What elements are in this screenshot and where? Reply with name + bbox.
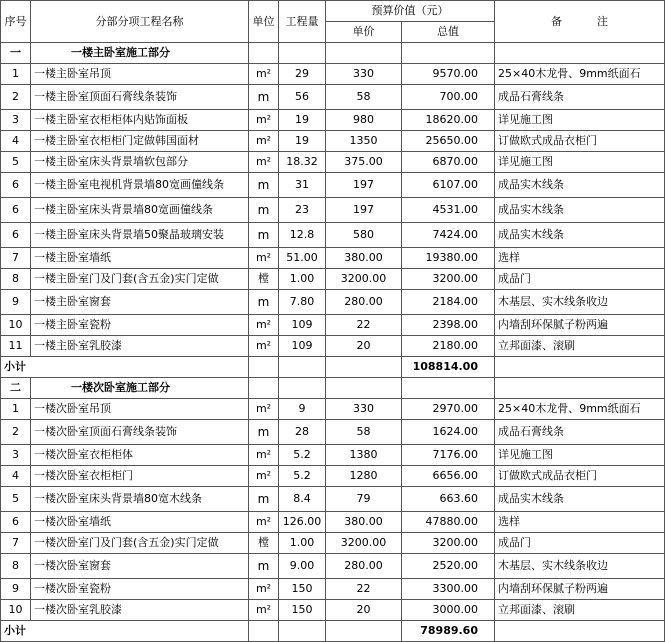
table-row — [1, 487, 665, 512]
item-unit: m² — [249, 336, 279, 357]
item-remark: 成品实木线条 — [495, 487, 665, 512]
item-qty: 5.2 — [279, 445, 326, 466]
row-number: 8 — [1, 554, 31, 579]
item-total: 6870.00 — [402, 152, 495, 173]
item-name: 一楼次卧室衣柜柜体 — [31, 445, 249, 466]
item-total: 7176.00 — [402, 445, 495, 466]
empty-cell — [326, 378, 402, 399]
item-total: 3200.00 — [402, 269, 495, 290]
subtotal-row — [1, 357, 665, 378]
item-unit-price: 580 — [326, 223, 402, 248]
item-unit: m — [249, 173, 279, 198]
row-number: 10 — [1, 315, 31, 336]
table-row — [1, 173, 665, 198]
row-number: 6 — [1, 173, 31, 198]
empty-cell — [249, 621, 279, 642]
header-seq: 序号 — [1, 1, 31, 43]
item-remark: 订做欧式成品衣柜门 — [495, 466, 665, 487]
table-row — [1, 131, 665, 152]
item-qty: 12.8 — [279, 223, 326, 248]
item-unit: m² — [249, 579, 279, 600]
item-name: 一楼主卧室电视机背景墙80宽画僮线条 — [31, 173, 249, 198]
row-number: 3 — [1, 110, 31, 131]
item-unit: m — [249, 554, 279, 579]
table-row — [1, 445, 665, 466]
item-unit-price: 280.00 — [326, 290, 402, 315]
item-name: 一楼主卧室窗套 — [31, 290, 249, 315]
item-remark: 木基层、实木线条收边 — [495, 290, 665, 315]
item-name: 一楼主卧室门及门套(含五金)实门定做 — [31, 269, 249, 290]
table-row — [1, 512, 665, 533]
item-remark: 木基层、实木线条收边 — [495, 554, 665, 579]
item-remark: 选样 — [495, 512, 665, 533]
table-row — [1, 315, 665, 336]
item-unit: m² — [249, 110, 279, 131]
item-unit: m² — [249, 600, 279, 621]
item-remark: 成品门 — [495, 533, 665, 554]
empty-cell — [249, 378, 279, 399]
item-total: 4531.00 — [402, 198, 495, 223]
row-number: 6 — [1, 512, 31, 533]
item-name: 一楼主卧室墙纸 — [31, 248, 249, 269]
item-total: 2184.00 — [402, 290, 495, 315]
item-remark: 内墙刮环保腻子粉两遍 — [495, 315, 665, 336]
item-total: 19380.00 — [402, 248, 495, 269]
empty-cell — [326, 621, 402, 642]
item-name: 一楼次卧室窗套 — [31, 554, 249, 579]
item-unit: m — [249, 198, 279, 223]
item-total: 663.60 — [402, 487, 495, 512]
item-qty: 150 — [279, 600, 326, 621]
row-number: 11 — [1, 336, 31, 357]
item-name: 一楼次卧室衣柜柜门 — [31, 466, 249, 487]
item-unit-price: 197 — [326, 173, 402, 198]
item-unit: m² — [249, 445, 279, 466]
item-qty: 19 — [279, 131, 326, 152]
item-qty: 9.00 — [279, 554, 326, 579]
item-qty: 28 — [279, 420, 326, 445]
empty-cell — [279, 378, 326, 399]
table-row — [1, 248, 665, 269]
subtotal-value: 108814.00 — [402, 357, 495, 378]
item-remark: 成品实木线条 — [495, 173, 665, 198]
item-remark: 立邦面漆、滚刷 — [495, 336, 665, 357]
item-name: 一楼主卧室衣柜柜门定做韩国面材 — [31, 131, 249, 152]
empty-cell — [279, 621, 326, 642]
empty-cell — [402, 378, 495, 399]
row-number: 2 — [1, 420, 31, 445]
item-name: 一楼主卧室床头背景墙50聚晶玻璃安装 — [31, 223, 249, 248]
item-name: 一楼次卧室顶面石膏线条装饰 — [31, 420, 249, 445]
item-qty: 1.00 — [279, 269, 326, 290]
item-remark: 成品石膏线条 — [495, 420, 665, 445]
section-number: 二 — [1, 378, 31, 399]
empty-cell — [402, 43, 495, 64]
item-total: 2180.00 — [402, 336, 495, 357]
empty-cell — [279, 357, 326, 378]
item-qty: 9 — [279, 399, 326, 420]
item-name: 一楼主卧室瓷粉 — [31, 315, 249, 336]
item-unit-price: 375.00 — [326, 152, 402, 173]
empty-cell — [495, 621, 665, 642]
item-name: 一楼次卧室乳胶漆 — [31, 600, 249, 621]
row-number: 7 — [1, 533, 31, 554]
row-number: 1 — [1, 399, 31, 420]
row-number: 3 — [1, 445, 31, 466]
item-unit-price: 1380 — [326, 445, 402, 466]
empty-cell — [249, 43, 279, 64]
item-unit: m — [249, 223, 279, 248]
item-total: 7424.00 — [402, 223, 495, 248]
item-unit-price: 58 — [326, 85, 402, 110]
table-row — [1, 85, 665, 110]
item-unit: m — [249, 420, 279, 445]
item-total: 2520.00 — [402, 554, 495, 579]
item-remark: 内墙刮环保腻子粉两遍 — [495, 579, 665, 600]
item-unit-price: 380.00 — [326, 512, 402, 533]
row-number: 5 — [1, 152, 31, 173]
item-name: 一楼次卧室瓷粉 — [31, 579, 249, 600]
subtotal-label: 小计 — [1, 621, 249, 642]
item-remark: 25×40木龙骨、9mm纸面石 — [495, 399, 665, 420]
item-qty: 51.00 — [279, 248, 326, 269]
subtotal-label: 小计 — [1, 357, 249, 378]
item-qty: 7.80 — [279, 290, 326, 315]
item-remark: 成品石膏线条 — [495, 85, 665, 110]
item-total: 6107.00 — [402, 173, 495, 198]
table-row — [1, 290, 665, 315]
item-unit: m² — [249, 399, 279, 420]
item-unit-price: 197 — [326, 198, 402, 223]
item-unit: m² — [249, 315, 279, 336]
item-total: 25650.00 — [402, 131, 495, 152]
item-unit: m — [249, 290, 279, 315]
row-number: 10 — [1, 600, 31, 621]
item-unit-price: 3200.00 — [326, 269, 402, 290]
item-remark: 详见施工图 — [495, 152, 665, 173]
item-total: 700.00 — [402, 85, 495, 110]
item-unit: m — [249, 85, 279, 110]
item-total: 6656.00 — [402, 466, 495, 487]
row-number: 9 — [1, 290, 31, 315]
item-qty: 1.00 — [279, 533, 326, 554]
empty-cell — [326, 357, 402, 378]
item-unit: m² — [249, 466, 279, 487]
subtotal-row — [1, 621, 665, 642]
row-number: 7 — [1, 248, 31, 269]
item-name: 一楼主卧室床头背景墙80宽画僮线条 — [31, 198, 249, 223]
item-remark: 选样 — [495, 248, 665, 269]
section-row — [1, 43, 665, 64]
item-unit-price: 980 — [326, 110, 402, 131]
item-remark: 订做欧式成品衣柜门 — [495, 131, 665, 152]
header-name: 分部分项工程名称 — [31, 1, 249, 43]
table-row — [1, 399, 665, 420]
row-number: 8 — [1, 269, 31, 290]
item-remark: 25×40木龙骨、9mm纸面石 — [495, 64, 665, 85]
table-row — [1, 554, 665, 579]
row-number: 5 — [1, 487, 31, 512]
item-total: 3200.00 — [402, 533, 495, 554]
item-total: 2970.00 — [402, 399, 495, 420]
item-remark: 详见施工图 — [495, 445, 665, 466]
item-total: 9570.00 — [402, 64, 495, 85]
item-qty: 19 — [279, 110, 326, 131]
table-row — [1, 579, 665, 600]
item-unit-price: 380.00 — [326, 248, 402, 269]
header-remark: 备 注 — [495, 1, 665, 43]
item-name: 一楼主卧室衣柜柜体内贴饰面板 — [31, 110, 249, 131]
item-unit: m² — [249, 64, 279, 85]
item-unit-price: 20 — [326, 600, 402, 621]
item-unit-price: 20 — [326, 336, 402, 357]
table-row — [1, 336, 665, 357]
item-unit: 樘 — [249, 533, 279, 554]
header-unit-price: 单价 — [326, 22, 402, 43]
item-unit-price: 22 — [326, 315, 402, 336]
item-total: 1624.00 — [402, 420, 495, 445]
item-total: 3000.00 — [402, 600, 495, 621]
empty-cell — [326, 43, 402, 64]
row-number: 1 — [1, 64, 31, 85]
item-qty: 5.2 — [279, 466, 326, 487]
item-unit: m² — [249, 152, 279, 173]
item-remark: 成品门 — [495, 269, 665, 290]
item-unit-price: 330 — [326, 64, 402, 85]
item-qty: 56 — [279, 85, 326, 110]
empty-cell — [249, 357, 279, 378]
item-unit-price: 280.00 — [326, 554, 402, 579]
table-row — [1, 420, 665, 445]
row-number: 6 — [1, 223, 31, 248]
item-remark: 详见施工图 — [495, 110, 665, 131]
table-row — [1, 533, 665, 554]
table-row — [1, 466, 665, 487]
item-total: 47880.00 — [402, 512, 495, 533]
empty-cell — [495, 378, 665, 399]
table-row — [1, 110, 665, 131]
item-unit-price: 1350 — [326, 131, 402, 152]
table-row — [1, 600, 665, 621]
header-qty: 工程量 — [279, 1, 326, 43]
table-row — [1, 269, 665, 290]
item-total: 18620.00 — [402, 110, 495, 131]
item-unit-price: 58 — [326, 420, 402, 445]
item-qty: 150 — [279, 579, 326, 600]
item-unit: 樘 — [249, 269, 279, 290]
item-name: 一楼次卧室吊顶 — [31, 399, 249, 420]
item-qty: 31 — [279, 173, 326, 198]
item-unit-price: 22 — [326, 579, 402, 600]
item-qty: 8.4 — [279, 487, 326, 512]
item-unit: m — [249, 487, 279, 512]
empty-cell — [279, 43, 326, 64]
row-number: 2 — [1, 85, 31, 110]
item-qty: 109 — [279, 336, 326, 357]
table-body — [1, 43, 665, 642]
item-unit-price: 79 — [326, 487, 402, 512]
subtotal-value: 78989.60 — [402, 621, 495, 642]
row-number: 4 — [1, 466, 31, 487]
row-number: 6 — [1, 198, 31, 223]
header-total: 总值 — [402, 22, 495, 43]
item-unit: m² — [249, 248, 279, 269]
item-total: 3300.00 — [402, 579, 495, 600]
item-unit-price: 1280 — [326, 466, 402, 487]
empty-cell — [495, 43, 665, 64]
table-row — [1, 223, 665, 248]
section-number: 一 — [1, 43, 31, 64]
row-number: 4 — [1, 131, 31, 152]
item-unit-price: 330 — [326, 399, 402, 420]
header-unit: 单位 — [249, 1, 279, 43]
header-budget: 预算价值（元） — [326, 1, 495, 22]
item-remark: 成品实木线条 — [495, 198, 665, 223]
section-title: 一楼次卧室施工部分 — [31, 378, 249, 399]
table-row — [1, 152, 665, 173]
item-total: 2398.00 — [402, 315, 495, 336]
section-row — [1, 378, 665, 399]
item-name: 一楼次卧室门及门套(含五金)实门定做 — [31, 533, 249, 554]
item-qty: 18.32 — [279, 152, 326, 173]
item-remark: 成品实木线条 — [495, 223, 665, 248]
table-row — [1, 64, 665, 85]
item-unit: m² — [249, 131, 279, 152]
item-name: 一楼主卧室顶面石膏线条装饰 — [31, 85, 249, 110]
item-name: 一楼主卧室乳胶漆 — [31, 336, 249, 357]
header-row — [1, 1, 665, 22]
item-name: 一楼主卧室床头背景墙软包部分 — [31, 152, 249, 173]
item-qty: 109 — [279, 315, 326, 336]
section-title: 一楼主卧室施工部分 — [31, 43, 249, 64]
item-unit-price: 3200.00 — [326, 533, 402, 554]
item-qty: 23 — [279, 198, 326, 223]
item-unit: m² — [249, 512, 279, 533]
empty-cell — [495, 357, 665, 378]
row-number: 9 — [1, 579, 31, 600]
item-remark: 立邦面漆、滚刷 — [495, 600, 665, 621]
item-name: 一楼主卧室吊顶 — [31, 64, 249, 85]
item-name: 一楼次卧室墙纸 — [31, 512, 249, 533]
item-name: 一楼次卧室床头背景墙80宽木线条 — [31, 487, 249, 512]
table-row — [1, 198, 665, 223]
item-qty: 126.00 — [279, 512, 326, 533]
item-qty: 29 — [279, 64, 326, 85]
